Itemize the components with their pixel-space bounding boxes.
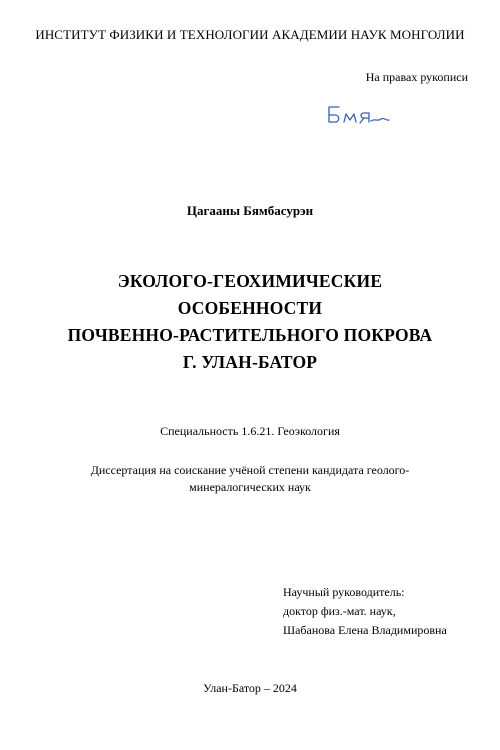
handwritten-signature xyxy=(325,102,395,130)
rights-notice: На правах рукописи xyxy=(365,70,468,84)
dissertation-title xyxy=(0,268,500,376)
institute-name: ИНСТИТУТ ФИЗИКИ И ТЕХНОЛОГИИ АКАДЕМИИ НАУК МОНГОЛИИ xyxy=(35,27,465,42)
specialty-line: Специальность 1.6.21. Геоэкология xyxy=(160,424,340,438)
supervisor-block xyxy=(283,583,447,640)
degree-statement-line: минералогических наук xyxy=(189,480,311,494)
supervisor-label: Научный руководитель: xyxy=(283,585,405,599)
title-line: ЭКОЛОГО-ГЕОХИМИЧЕСКИЕ xyxy=(117,271,383,291)
city-year: Улан-Батор – 2024 xyxy=(203,681,297,695)
degree-statement-line: Диссертация на соискание учёной степени кандидата геолого- xyxy=(90,463,410,477)
signature-image xyxy=(325,102,395,130)
author-name: Цагааны Бямбасурэн xyxy=(186,203,314,218)
title-line: Г. УЛАН-БАТОР xyxy=(182,352,318,372)
supervisor-name: Шабанова Елена Владимировна xyxy=(283,623,447,637)
title-line: ПОЧВЕННО-РАСТИТЕЛЬНОГО ПОКРОВА xyxy=(67,325,433,345)
degree-statement xyxy=(0,462,500,496)
supervisor-degree: доктор физ.-мат. наук, xyxy=(283,604,396,618)
title-line: ОСОБЕННОСТИ xyxy=(177,298,323,318)
